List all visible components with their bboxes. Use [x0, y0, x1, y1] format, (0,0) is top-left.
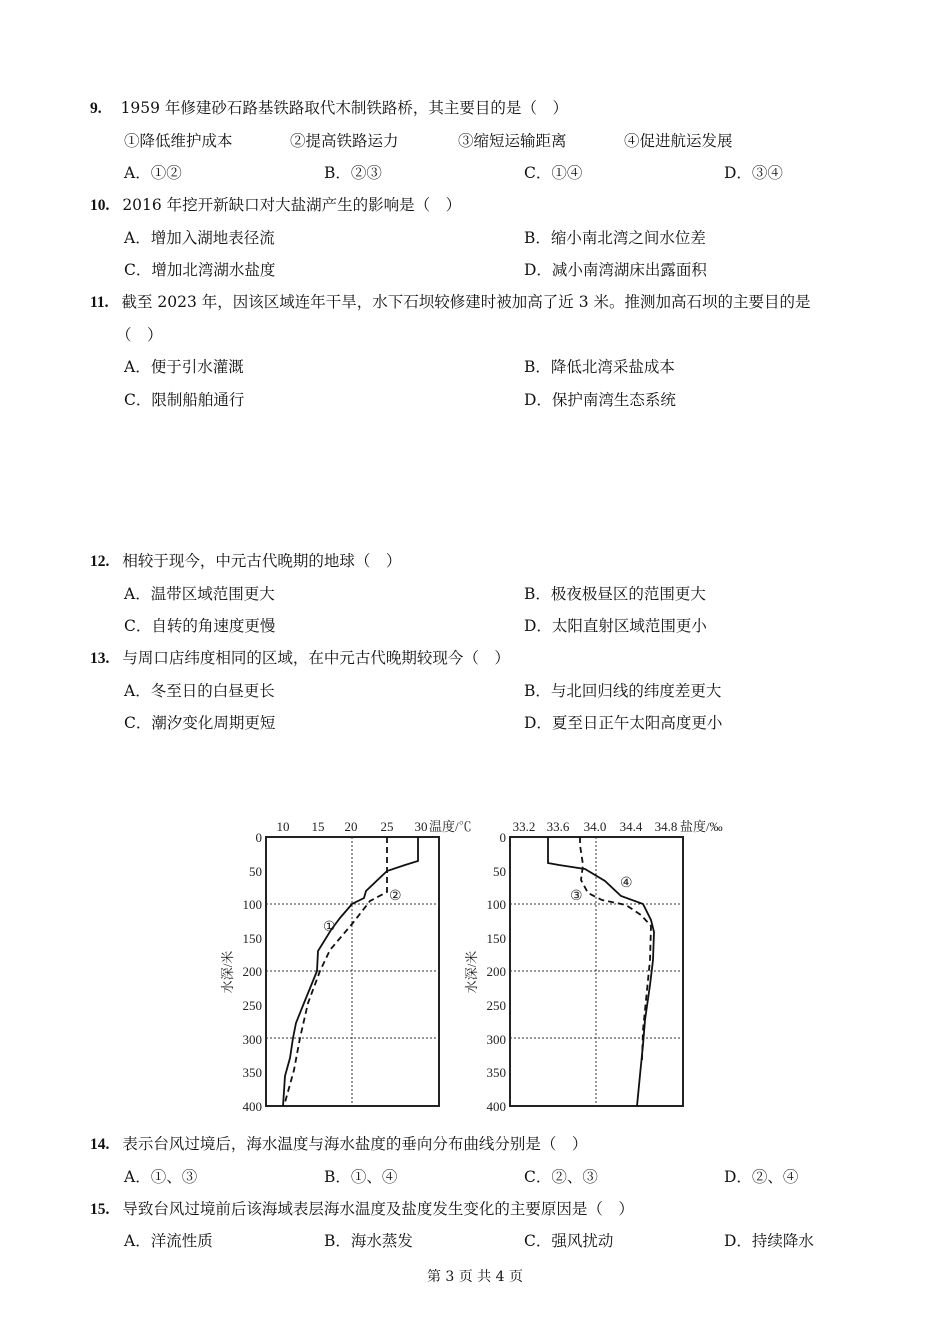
option-d: D．夏至日正午太阳高度更小	[524, 714, 723, 732]
question-number: 10.	[90, 197, 110, 214]
option-b: B．与北回归线的纬度差更大	[524, 682, 722, 700]
svg-text:34.8: 34.8	[654, 819, 678, 834]
temperature-salinity-profile-charts	[210, 812, 750, 1112]
question-number: 12.	[90, 553, 110, 570]
svg-text:50: 50	[493, 864, 506, 879]
svg-text:15: 15	[311, 819, 325, 834]
option-c: C．潮汐变化周期更短	[124, 714, 276, 732]
svg-text:25: 25	[380, 819, 394, 834]
svg-text:150: 150	[242, 931, 262, 946]
statement-2: ②提高铁路运力	[290, 132, 399, 150]
option-a: A．①②	[124, 164, 182, 182]
svg-text:20: 20	[344, 819, 358, 834]
svg-text:②: ②	[389, 889, 402, 904]
question-number: 15.	[90, 1201, 110, 1218]
question-stem: 1959 年修建砂石路基铁路取代木制铁路桥，其主要目的是（ ）	[120, 99, 568, 117]
page-footer: 第 3 页 共 4 页	[426, 1269, 524, 1285]
question-stem-continued: （ ）	[116, 326, 163, 344]
question-stem: 相较于现今，中元古代晚期的地球（ ）	[122, 552, 402, 570]
option-d: D．③④	[724, 164, 783, 182]
question-14	[90, 1132, 587, 1154]
option-b: B．极夜极昼区的范围更大	[524, 585, 706, 603]
question-stem: 截至 2023 年，因该区域连年干旱，水下石坝较修建时被加高了近 3 米。推测加高石坝的主要目的是	[121, 293, 811, 311]
svg-text:300: 300	[242, 1032, 262, 1047]
svg-text:0: 0	[499, 830, 506, 845]
option-a: A．增加入湖地表径流	[124, 229, 275, 247]
svg-text:50: 50	[249, 864, 262, 879]
svg-text:10: 10	[276, 819, 290, 834]
svg-text:350: 350	[486, 1065, 506, 1080]
svg-text:34.4: 34.4	[619, 819, 643, 834]
question-12	[90, 549, 401, 571]
svg-text:温度/℃: 温度/℃	[429, 819, 472, 834]
option-b: B．降低北湾采盐成本	[524, 358, 675, 376]
option-a: A．便于引水灌溉	[124, 358, 244, 376]
option-c: C．①④	[524, 164, 583, 182]
option-a: A．洋流性质	[124, 1232, 213, 1250]
option-d: D．保护南湾生态系统	[524, 391, 676, 409]
svg-text:250: 250	[242, 998, 262, 1013]
option-b: B．①、④	[324, 1168, 398, 1186]
svg-text:150: 150	[486, 931, 506, 946]
svg-text:水深/米: 水深/米	[464, 950, 479, 994]
svg-text:100: 100	[242, 897, 262, 912]
question-13	[90, 646, 510, 668]
question-number: 11.	[90, 294, 109, 311]
statement-4: ④促进航运发展	[624, 132, 733, 150]
question-11	[90, 290, 811, 312]
question-9	[90, 96, 568, 118]
svg-text:盐度/‰: 盐度/‰	[680, 819, 723, 834]
svg-text:400: 400	[242, 1099, 262, 1112]
svg-text:300: 300	[486, 1032, 506, 1047]
svg-text:③: ③	[570, 889, 583, 904]
option-a: A．①、③	[124, 1168, 198, 1186]
question-stem: 表示台风过境后，海水温度与海水盐度的垂向分布曲线分别是（ ）	[122, 1135, 588, 1153]
question-number: 9.	[90, 100, 102, 117]
svg-text:33.6: 33.6	[546, 819, 570, 834]
option-d: D．②、④	[724, 1168, 799, 1186]
svg-text:33.2: 33.2	[512, 819, 536, 834]
svg-text:250: 250	[486, 998, 506, 1013]
option-d: D．持续降水	[724, 1232, 814, 1250]
question-15	[90, 1197, 634, 1219]
question-stem: 与周口店纬度相同的区域，在中元古代晚期较现今（ ）	[122, 649, 510, 667]
option-c: C．自转的角速度更慢	[124, 617, 276, 635]
svg-text:400: 400	[486, 1099, 506, 1112]
option-c: C．②、③	[524, 1168, 598, 1186]
option-b: B．海水蒸发	[324, 1232, 413, 1250]
option-c: C．增加北湾湖水盐度	[124, 261, 276, 279]
svg-text:④: ④	[620, 876, 633, 891]
statement-1: ①降低维护成本	[124, 132, 233, 150]
question-number: 13.	[90, 650, 110, 667]
question-10	[90, 193, 461, 215]
option-d: D．减小南湾湖床出露面积	[524, 261, 707, 279]
option-d: D．太阳直射区域范围更小	[524, 617, 707, 635]
temperature-chart	[220, 819, 472, 1112]
statement-3: ③缩短运输距离	[458, 132, 567, 150]
svg-text:0: 0	[255, 830, 262, 845]
svg-text:34.0: 34.0	[583, 819, 607, 834]
option-a: A．温带区域范围更大	[124, 585, 275, 603]
question-stem: 导致台风过境前后该海域表层海水温度及盐度发生变化的主要原因是（ ）	[122, 1200, 634, 1218]
svg-text:30: 30	[414, 819, 428, 834]
svg-text:100: 100	[486, 897, 506, 912]
question-stem: 2016 年挖开新缺口对大盐湖产生的影响是（ ）	[122, 196, 462, 214]
option-b: B．②③	[324, 164, 382, 182]
option-c: C．强风扰动	[524, 1232, 614, 1250]
option-c: C．限制船舶通行	[124, 391, 245, 409]
salinity-chart	[464, 819, 723, 1112]
question-number: 14.	[90, 1136, 110, 1153]
svg-text:200: 200	[486, 964, 506, 979]
option-a: A．冬至日的白昼更长	[124, 682, 275, 700]
svg-text:350: 350	[242, 1065, 262, 1080]
svg-text:①: ①	[323, 920, 336, 935]
option-b: B．缩小南北湾之间水位差	[524, 229, 706, 247]
svg-text:200: 200	[242, 964, 262, 979]
svg-text:水深/米: 水深/米	[220, 950, 235, 994]
